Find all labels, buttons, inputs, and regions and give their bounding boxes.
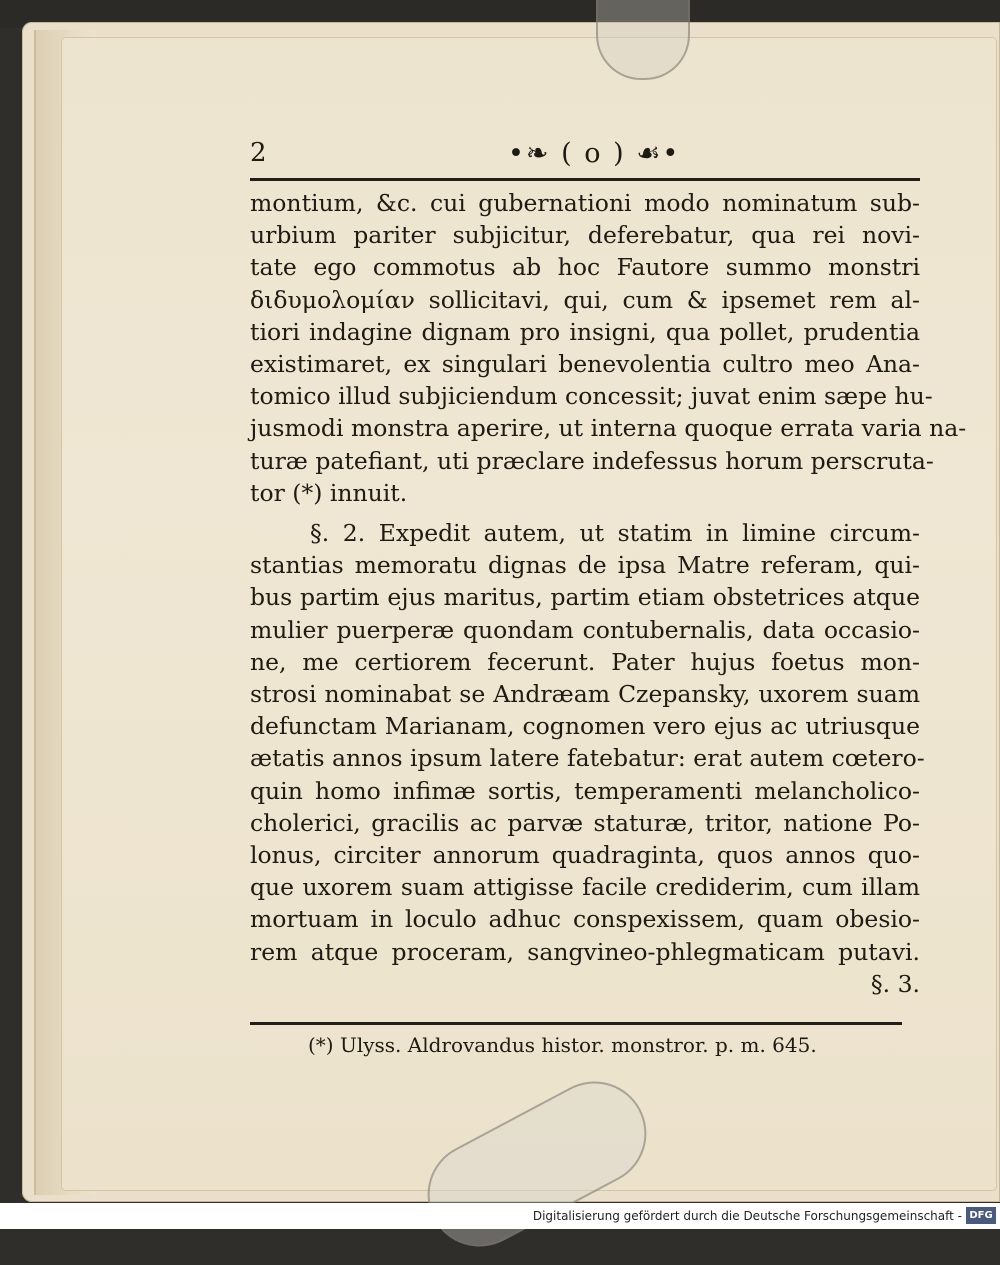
running-head: •❧ ( o ) ☙• [508,138,681,169]
text-line: mortuam in loculo adhuc conspexissem, quam obesio- [250,905,920,934]
catchword: §. 3. [870,969,920,998]
dfg-logo-icon[interactable]: DFG [966,1207,996,1224]
text-line: ætatis annos ipsum latere fatebatur: erat autem cœtero- [250,744,925,773]
text-line: urbium pariter subjicitur, deferebatur, qua rei novi- [250,221,920,250]
page-header [250,138,920,178]
text-line: tate ego commotus ab hoc Fautore summo monstri [250,253,920,282]
text-line: ne, me certiorem fecerunt. Pater hujus foetus mon- [250,647,920,676]
text-line: mulier puerperæ quondam contubernalis, data occasio- [250,615,920,644]
text-line: rem atque proceram, sangvineo-phlegmaticam putavi. [250,937,920,966]
text-line: §. 2. Expedit autem, ut statim in limine circum- [310,519,920,548]
text-block [250,138,967,1058]
text-line: tiori indagine dignam pro insigni, qua pollet, prudentia [250,317,920,346]
text-line: tomico illud subjiciendum concessit; juvat enim sæpe hu- [250,382,933,411]
header-rule [250,178,920,181]
text-line: que uxorem suam attigisse facile crediderim, cum illam [250,873,920,902]
text-line: stantias memoratu dignas de ipsa Matre referam, qui- [250,551,920,580]
text-line: existimaret, ex singulari benevolentia cultro meo Ana- [250,350,920,379]
funding-credit: Digitalisierung gefördert durch die Deutsche Forschungsgemeinschaft - [532,1209,962,1223]
page-number: 2 [250,138,267,168]
text-line: bus partim ejus maritus, partim etiam obstetrices atque [250,583,920,612]
text-line: turæ patefiant, uti præclare indefessus horum perscruta- [250,446,934,475]
text-line: διδυμολομίαν sollicitavi, qui, cum & ipsemet rem al- [250,285,920,314]
text-line: montium, &c. cui gubernationi modo nominatum sub- [250,189,920,217]
text-line: cholerici, gracilis ac parvæ staturæ, tritor, natione Po- [250,808,920,837]
footnote: (*) Ulyss. Aldrovandus histor. monstror. p. m. 645. [308,1033,817,1058]
footnote-rule [250,1022,902,1025]
body-text [250,187,967,1000]
text-line: defunctam Marianam, cognomen vero ejus ac utriusque [250,712,920,741]
text-line: jusmodi monstra aperire, ut interna quoque errata varia na- [250,414,967,443]
text-line: lonus, circiter annorum quadraginta, quos annos quo- [250,841,920,870]
text-line: strosi nominabat se Andræam Czepansky, uxorem suam [250,680,920,709]
text-line: quin homo infimæ sortis, temperamenti melancholico- [250,776,920,805]
text-line: tor (*) innuit. [250,478,408,507]
digitization-footer [0,1203,1000,1229]
